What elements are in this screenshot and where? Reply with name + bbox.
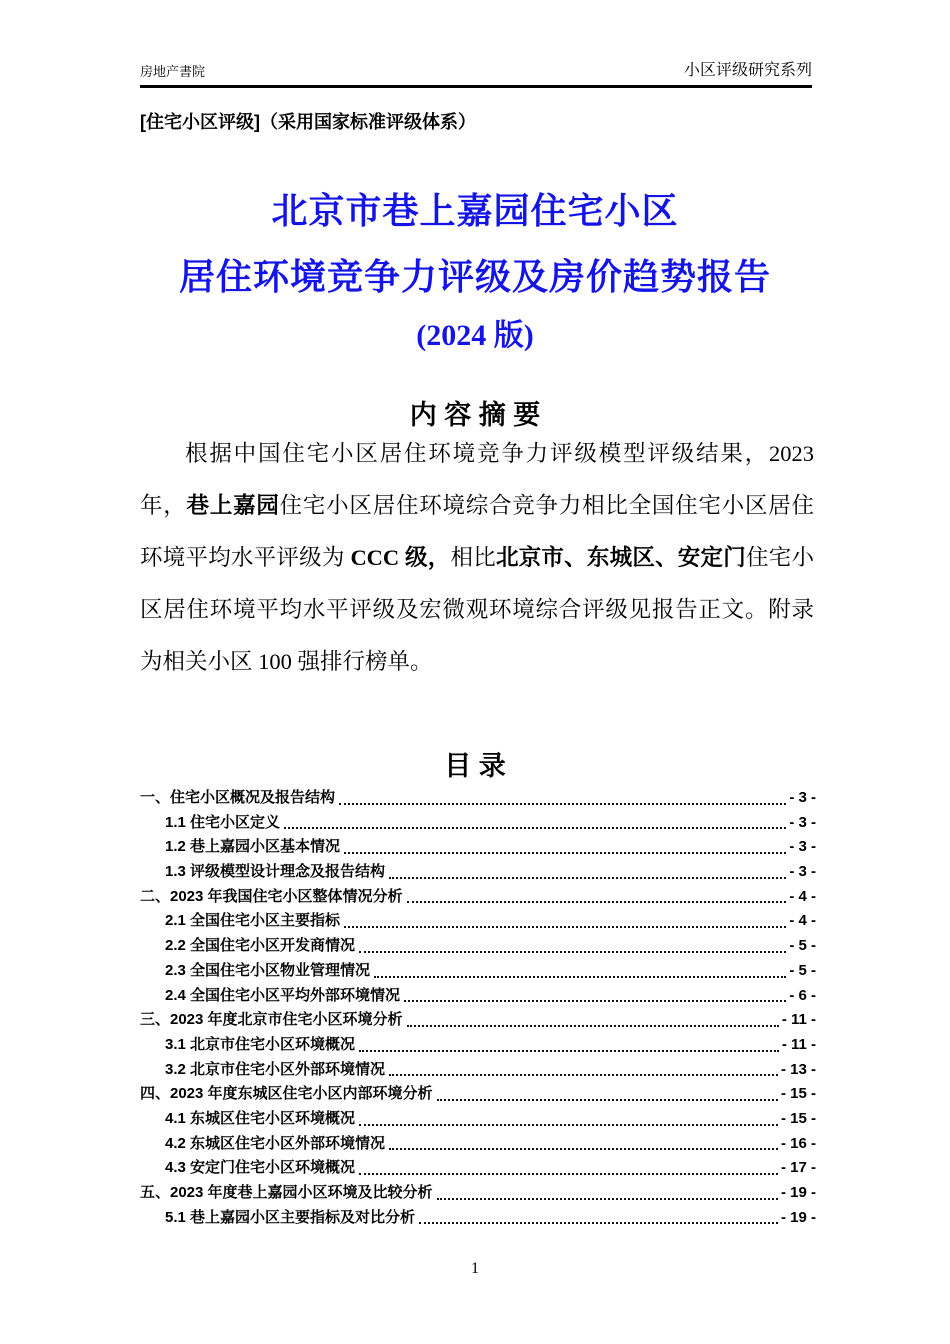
toc-item — [140, 984, 816, 1009]
report-title-line1: 北京市巷上嘉园住宅小区 — [271, 191, 679, 231]
toc-item — [140, 1107, 816, 1132]
report-type-label: [住宅小区评级]（采用国家标准评级体系） — [140, 112, 476, 132]
toc-item-label: 2.1 全国住宅小区主要指标 — [165, 912, 341, 930]
toc-item-label: 四、2023 年度东城区住宅小区内部环境分析 — [140, 1085, 433, 1103]
toc-leader-dots — [389, 1148, 778, 1150]
toc-page-number: - 4 - — [789, 887, 816, 905]
toc-item — [140, 885, 816, 910]
toc-leader-dots — [339, 803, 786, 805]
toc-page-number: - 13 - — [780, 1060, 816, 1078]
toc-page-number: - 4 - — [789, 912, 816, 930]
toc-page-number: - 5 - — [789, 937, 816, 955]
toc-leader-dots — [359, 951, 786, 953]
report-title-line2: 居住环境竞争力评级及房价趋势报告 — [178, 257, 771, 297]
toc-page-number: - 19 - — [780, 1208, 816, 1226]
toc-item — [140, 909, 816, 934]
toc-item — [140, 1082, 816, 1107]
header-left-text: 房地产書院 — [140, 64, 206, 79]
toc-leader-dots — [344, 852, 786, 854]
toc-item — [140, 811, 816, 836]
toc-item-label: 4.3 安定门住宅小区环境概况 — [165, 1159, 356, 1177]
toc-leader-dots — [359, 1124, 778, 1126]
toc-item-label: 4.1 东城区住宅小区环境概况 — [165, 1109, 356, 1127]
toc-item — [140, 1132, 816, 1157]
toc-page-number: - 11 - — [781, 1035, 816, 1053]
toc-heading: 目 录 — [444, 751, 506, 781]
toc-leader-dots — [389, 877, 786, 879]
toc-item-label: 2.4 全国住宅小区平均外部环境情况 — [165, 986, 401, 1004]
toc-page-number: - 17 - — [780, 1159, 816, 1177]
toc-item — [140, 835, 816, 860]
toc-page-number: - 15 - — [780, 1085, 816, 1103]
toc-item — [140, 1033, 816, 1058]
report-title-edition: (2024 版) — [416, 319, 534, 352]
toc-item-label: 3.1 北京市住宅小区环境概况 — [165, 1035, 356, 1053]
toc-item-label: 1.2 巷上嘉园小区基本情况 — [165, 838, 341, 856]
toc-item-label: 4.2 东城区住宅小区外部环境情况 — [165, 1134, 386, 1152]
toc-leader-dots — [284, 827, 786, 829]
toc-item-label: 5.1 巷上嘉园小区主要指标及对比分析 — [165, 1208, 416, 1226]
toc-page-number: - 3 - — [789, 789, 816, 806]
toc-page-number: - 3 - — [789, 863, 816, 881]
toc-item — [140, 1008, 816, 1033]
toc-item — [140, 860, 816, 885]
toc-item-label: 3.2 北京市住宅小区外部环境情况 — [165, 1060, 386, 1078]
summary-text: 根据中国住宅小区居住环境竞争力评级模型评级结果，2023 年， — [140, 441, 814, 518]
toc-page-number: - 5 - — [789, 961, 816, 979]
toc-list — [140, 786, 816, 1230]
toc-item-label: 2.3 全国住宅小区物业管理情况 — [165, 961, 371, 979]
toc-leader-dots — [404, 1000, 786, 1002]
toc-page-number: - 3 - — [789, 813, 816, 831]
toc-leader-dots — [419, 1222, 778, 1224]
header-right-text: 小区评级研究系列 — [683, 62, 812, 79]
toc-page-number: - 6 - — [789, 986, 816, 1004]
toc-item — [140, 959, 816, 984]
toc-item-label: 二、2023 年我国住宅小区整体情况分析 — [140, 887, 403, 905]
toc-leader-dots — [407, 901, 787, 903]
toc-leader-dots — [437, 1198, 778, 1200]
summary-text: 相比 — [450, 545, 496, 570]
toc-item-label: 1.1 住宅小区定义 — [165, 813, 281, 831]
toc-item — [140, 1181, 816, 1206]
summary-heading: 内 容 摘 要 — [409, 400, 541, 430]
summary-text: 住宅小区居住环境平均水平评级及宏微观环境综合评级见报告正文。附录为相关小区 100 强排行榜单。 — [140, 545, 814, 674]
page-header — [140, 60, 812, 88]
toc-leader-dots — [374, 976, 786, 978]
toc-item — [140, 934, 816, 959]
toc-item-label: 五、2023 年度巷上嘉园小区环境及比较分析 — [140, 1184, 433, 1201]
toc-leader-dots — [389, 1074, 778, 1076]
toc-page-number: - 11 - — [781, 1011, 816, 1029]
toc-item — [140, 1156, 816, 1181]
toc-item-label: 一、住宅小区概况及报告结构 — [140, 789, 336, 806]
toc-leader-dots — [344, 926, 786, 928]
summary-paragraph — [140, 428, 814, 688]
toc-item-label: 2.2 全国住宅小区开发商情况 — [165, 937, 356, 955]
summary-text: 住宅小区居住环境综合竞争力相比全国住宅小区居住环境平均水平评级为 — [140, 493, 814, 570]
toc-item-label: 1.3 评级模型设计理念及报告结构 — [165, 863, 386, 881]
summary-bold-text: CCC 级， — [350, 545, 451, 570]
summary-bold-text: 北京市、东城区、安定门 — [495, 545, 746, 570]
toc-page-number: - 15 - — [780, 1109, 816, 1127]
toc-page-number: - 3 - — [789, 838, 816, 856]
toc-leader-dots — [359, 1050, 779, 1052]
toc-leader-dots — [437, 1099, 778, 1101]
page-number: 1 — [471, 1260, 479, 1277]
toc-leader-dots — [407, 1025, 779, 1027]
toc-item-label: 三、2023 年度北京市住宅小区环境分析 — [140, 1011, 403, 1029]
summary-bold-text: 巷上嘉园 — [186, 493, 280, 518]
toc-page-number: - 19 - — [780, 1184, 816, 1201]
toc-item — [140, 786, 816, 811]
toc-page-number: - 16 - — [780, 1134, 816, 1152]
toc-item — [140, 1206, 816, 1231]
toc-leader-dots — [359, 1173, 778, 1175]
toc-item — [140, 1058, 816, 1083]
